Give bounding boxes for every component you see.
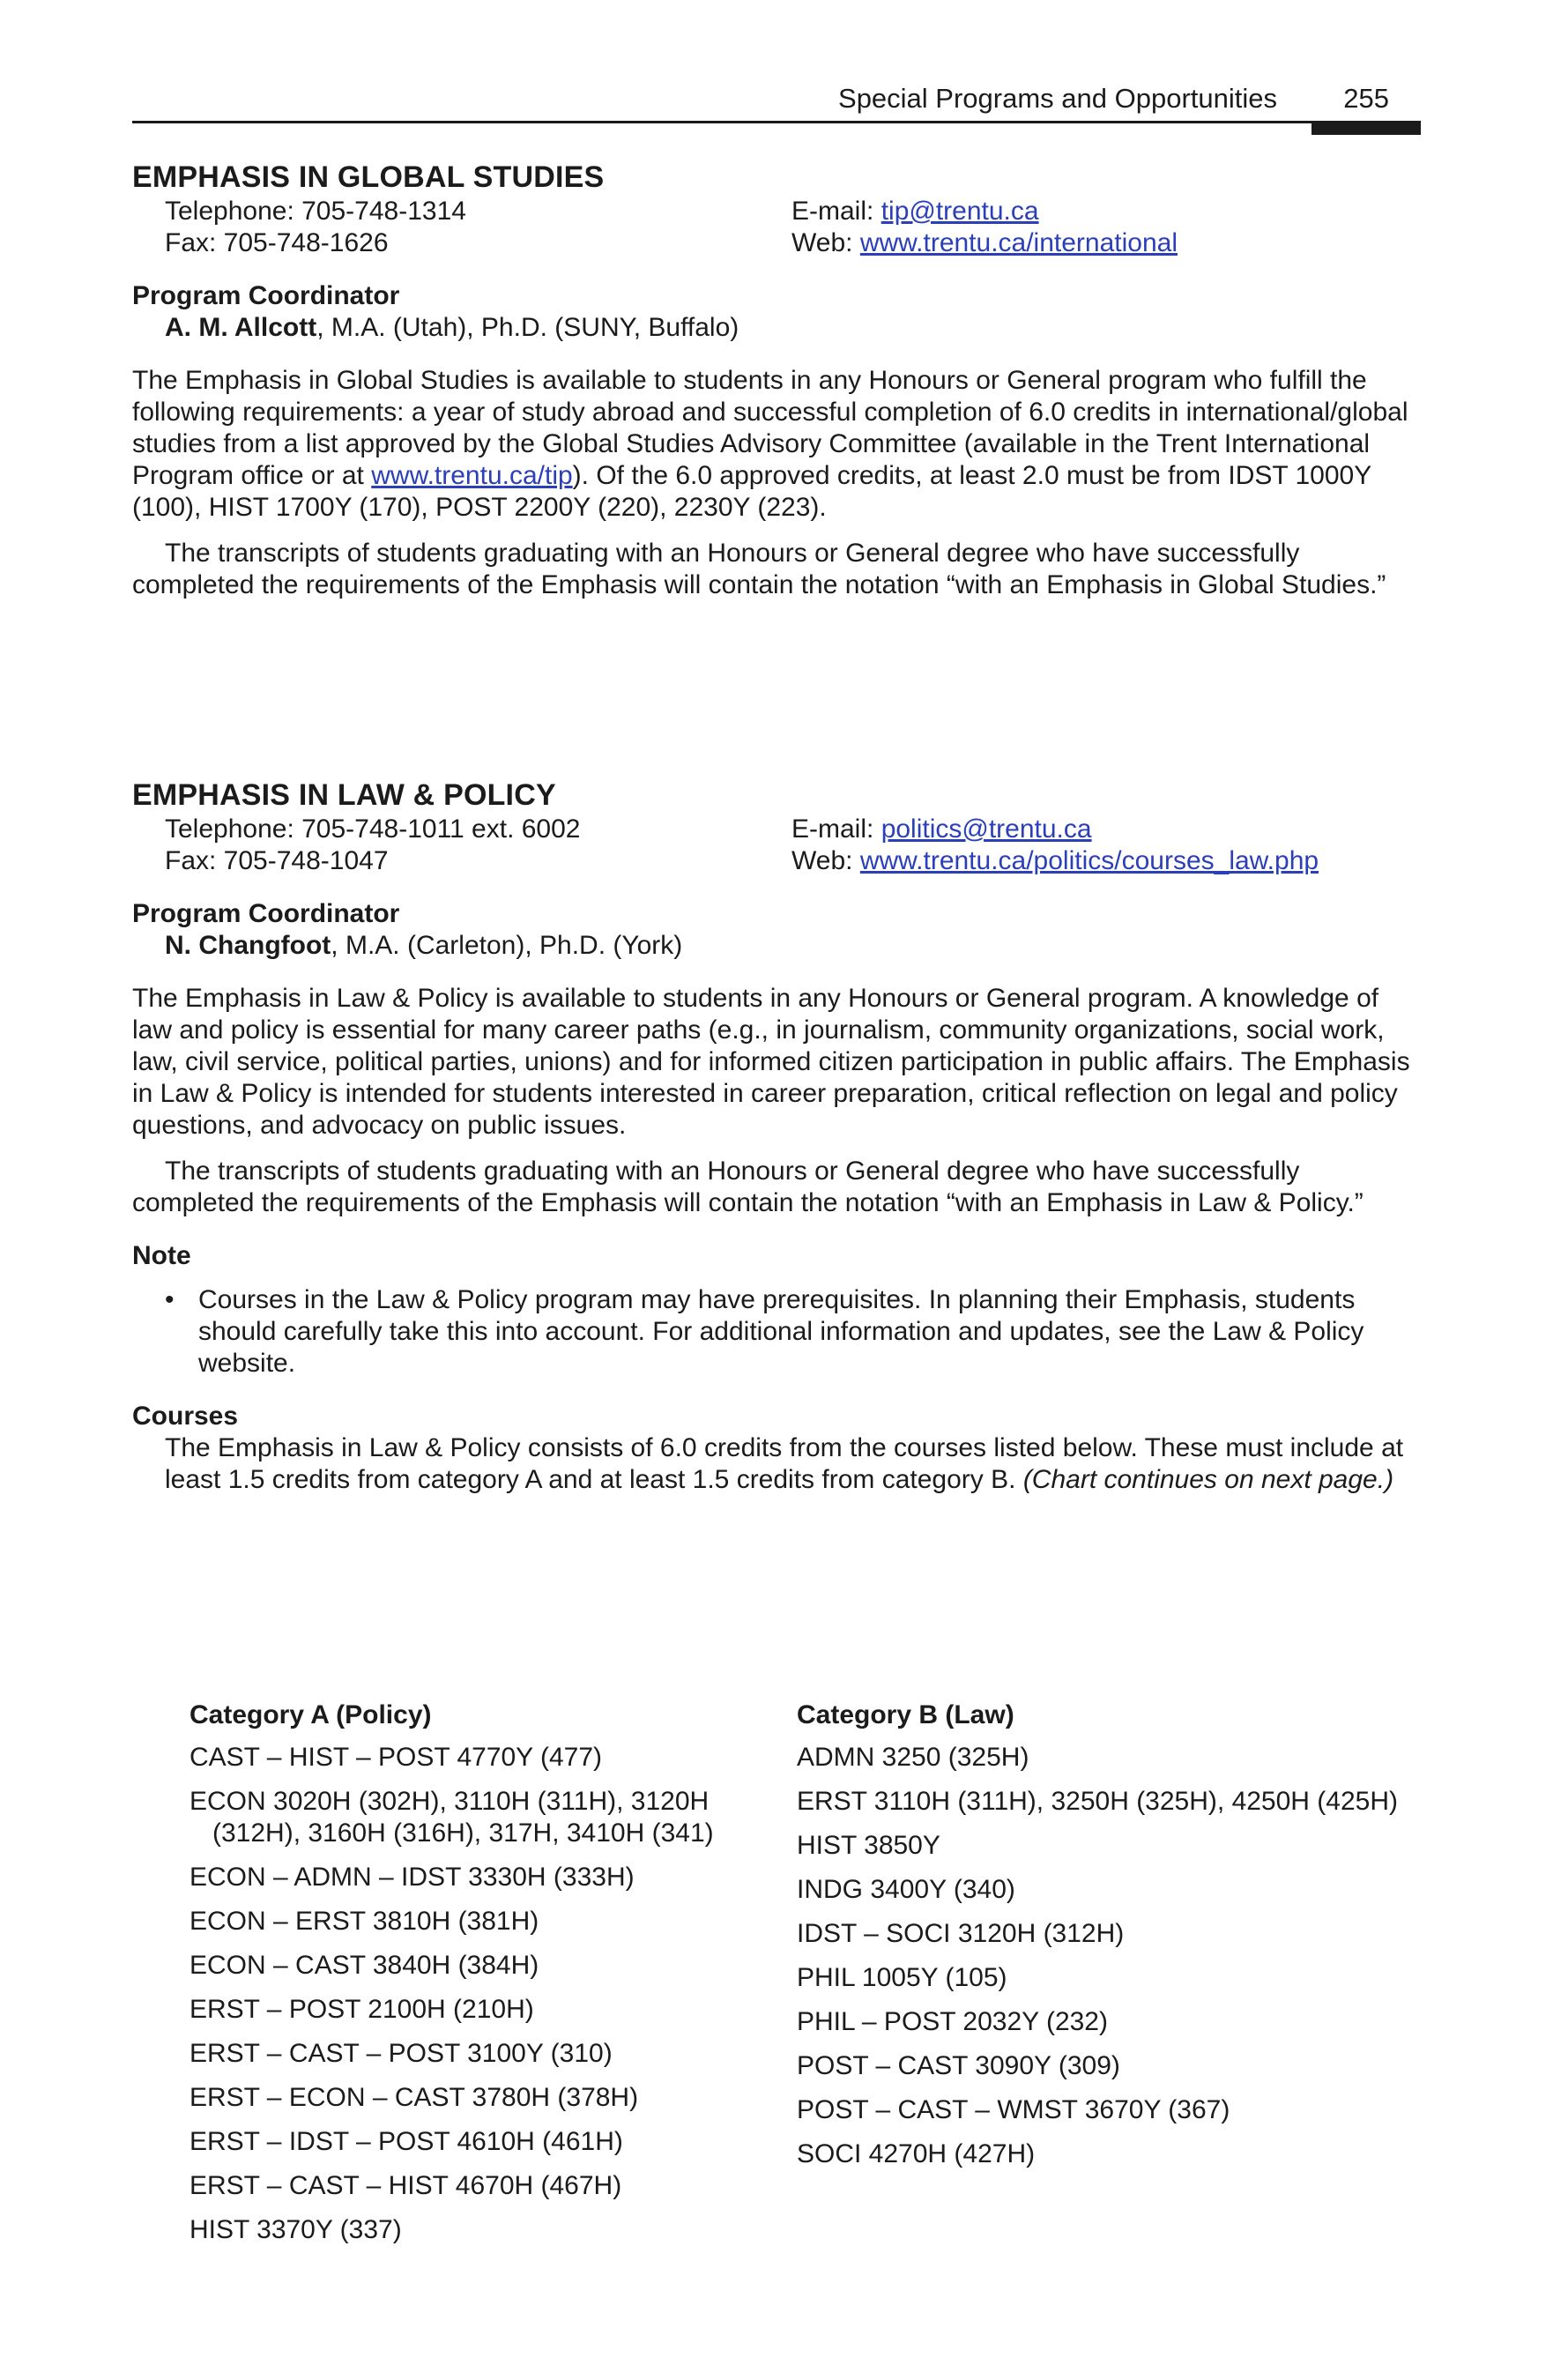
law-policy-paragraph-2: The transcripts of students graduating with an Honours or General degree who have successfully completed the requirements of the Emphasis will contain the notation “with an Emphasis in Law & Policy.” (132, 1157, 1364, 1217)
law-policy-email-line (791, 814, 1092, 845)
category_a-course-item: ERST – IDST – POST 4610H (461H) (189, 2127, 623, 2156)
coordinator-name: N. Changfoot (165, 931, 331, 960)
category-a-heading: Category A (Policy) (189, 1700, 432, 1729)
courses-description: The Emphasis in Law & Policy consists of 6.0 credits from the courses listed below. These must include at least 1.5 credits from category A and at least 1.5 credits from category B. (165, 1433, 1404, 1494)
courses-heading: Courses (132, 1402, 239, 1431)
category_a-course-item: HIST 3370Y (337) (189, 2215, 402, 2244)
coordinator-credentials: , M.A. (Utah), Ph.D. (SUNY, Buffalo) (316, 313, 739, 342)
global-studies-coordinator-heading: Program Coordinator (132, 281, 400, 310)
global-studies-web-line (791, 227, 1178, 259)
category_b-course-item: PHIL 1005Y (105) (797, 1963, 1007, 1992)
global-studies-web-link[interactable]: www.trentu.ca/international (859, 228, 1178, 257)
courses-text (165, 1432, 1421, 1496)
global-studies-paragraph-1 (132, 365, 1421, 524)
coordinator-name: A. M. Allcott (165, 313, 317, 342)
global-studies-telephone: Telephone: 705-748-1314 (165, 197, 466, 226)
category-b-heading: Category B (Law) (797, 1700, 1014, 1729)
law-policy-web-link[interactable]: www.trentu.ca/politics/courses_law.php (859, 846, 1319, 875)
global-studies-fax: Fax: 705-748-1626 (165, 228, 389, 257)
paragraph-text: ). Of the 6.0 approved credits, at least 2.0 must be from IDST 1000Y (100), HIST 1700Y (170), POST 2200Y (220), 2230Y (223). (132, 461, 1371, 522)
global-studies-email-line (791, 196, 1039, 227)
note-bullet-text: Courses in the Law & Policy program may have prerequisites. In planning their Emphasis, students should carefully take this into account. For additional information and updates, see the Law & Policy website. (198, 1285, 1364, 1378)
paragraph-text: The Emphasis in Global Studies is available to students in any Honours or General program who fulfill the following requirements: a year of study abroad and successful completion of 6.0 credits in international/global studies from a list approved by the Global Studies Advisory Committee (available in the Trent International Program office or at (132, 366, 1408, 490)
category_a-course-item: ERST – ECON – CAST 3780H (378H) (189, 2083, 639, 2112)
global-studies-email-link[interactable]: tip@trentu.ca (881, 197, 1039, 226)
category-b-list (797, 1742, 1414, 2170)
law-policy-fax: Fax: 705-748-1047 (165, 846, 389, 875)
category_b-course-item: PHIL – POST 2032Y (232) (797, 2007, 1108, 2036)
law-policy-paragraph-1: The Emphasis in Law & Policy is available to students in any Honours or General program. A knowledge of law and policy is essential for many career paths (e.g., in journalism, community organizations, social work, law, civil service, political parties, unions) and for informed citizen participation in public affairs. The Emphasis in Law & Policy is intended for students interested in career preparation, critical reflection on legal and policy questions, and advocacy on public issues. (132, 984, 1410, 1140)
law-policy-coordinator-heading: Program Coordinator (132, 899, 400, 928)
global-studies-section (132, 159, 1421, 601)
running-header-title: Special Programs and Opportunities (838, 83, 1277, 114)
global-studies-paragraph-2: The transcripts of students graduating with an Honours or General degree who have successfully completed the requirements of the Emphasis will contain the notation “with an Emphasis in Global Studies.” (132, 539, 1386, 599)
header-tab-marker (1312, 123, 1421, 135)
category-a-list (189, 1742, 771, 2246)
web-label: Web: (791, 228, 860, 257)
chart-continues-note: (Chart continues on next page.) (1022, 1465, 1394, 1494)
global-studies-contact (165, 196, 1421, 259)
category_a-course-item: ECON – ADMN – IDST 3330H (333H) (189, 1863, 635, 1892)
global-studies-coordinator (165, 312, 1421, 344)
page-number: 255 (1343, 83, 1389, 114)
law-policy-email-link[interactable]: politics@trentu.ca (881, 814, 1092, 844)
web-label: Web: (791, 846, 860, 875)
category_a-course-item: CAST – HIST – POST 4770Y (477) (189, 1743, 603, 1772)
category_b-course-item: POST – CAST 3090Y (309) (797, 2051, 1120, 2080)
category_a-course-item: ECON – CAST 3840H (384H) (189, 1951, 539, 1980)
category_a-course-item: ERST – CAST – POST 3100Y (310) (189, 2039, 613, 2068)
header-rule (132, 121, 1421, 123)
category_a-course-item: ECON – ERST 3810H (381H) (189, 1907, 539, 1936)
coordinator-credentials: , M.A. (Carleton), Ph.D. (York) (331, 931, 683, 960)
category_a-course-item: ERST – POST 2100H (210H) (189, 1995, 534, 2024)
law-policy-section (132, 777, 1421, 1496)
category_b-course-item: POST – CAST – WMST 3670Y (367) (797, 2095, 1230, 2124)
category_a-course-item: ERST – CAST – HIST 4670H (467H) (189, 2171, 622, 2200)
law-policy-coordinator (165, 930, 1421, 962)
category-a-column (189, 1699, 771, 2258)
category-b-column (797, 1699, 1414, 2183)
law-policy-web-line (791, 845, 1319, 877)
email-label: E-mail: (791, 814, 881, 844)
bullet-icon: • (165, 1285, 175, 1314)
category_b-course-item: HIST 3850Y (797, 1831, 940, 1860)
global-studies-heading: EMPHASIS IN GLOBAL STUDIES (132, 160, 605, 194)
running-header (132, 81, 1421, 134)
law-policy-heading: EMPHASIS IN LAW & POLICY (132, 778, 556, 812)
law-policy-telephone: Telephone: 705-748-1011 ext. 6002 (165, 814, 581, 844)
category_b-course-item: INDG 3400Y (340) (797, 1875, 1015, 1904)
email-label: E-mail: (791, 197, 881, 226)
category_b-course-item: SOCI 4270H (427H) (797, 2139, 1036, 2168)
note-heading: Note (132, 1241, 191, 1270)
document-page (132, 0, 1421, 2380)
category_b-course-item: ADMN 3250 (325H) (797, 1743, 1029, 1772)
tip-link[interactable]: www.trentu.ca/tip (371, 461, 573, 490)
law-policy-contact (165, 814, 1421, 877)
note-bullet (165, 1284, 1421, 1380)
category_a-course-item: ECON 3020H (302H), 3110H (311H), 3120H (312H), 3160H (316H), 317H, 3410H (341) (189, 1787, 714, 1848)
category_b-course-item: ERST 3110H (311H), 3250H (325H), 4250H (425H) (797, 1787, 1399, 1816)
category_b-course-item: IDST – SOCI 3120H (312H) (797, 1919, 1125, 1948)
